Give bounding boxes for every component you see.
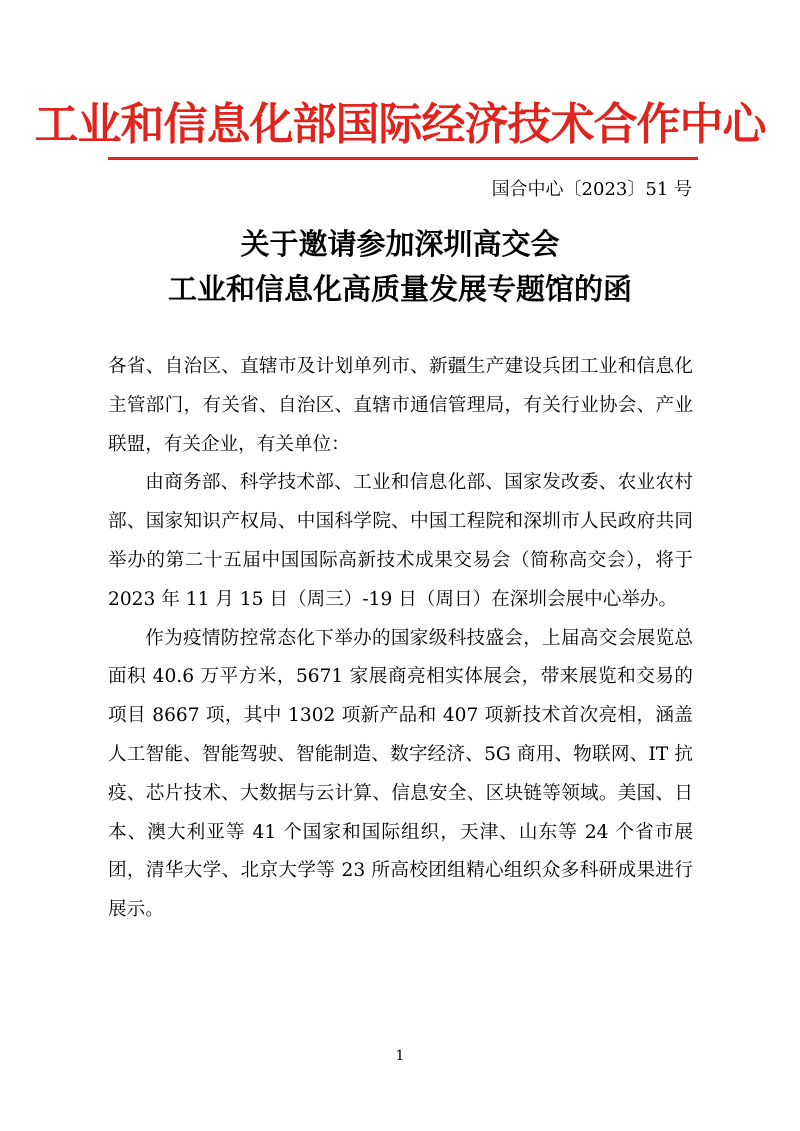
letterhead-divider	[108, 157, 698, 160]
letterhead-title: 工业和信息化部国际经济技术合作中心	[34, 99, 766, 150]
body-paragraph-1: 由商务部、科学技术部、工业和信息化部、国家发改委、农业农村部、国家知识产权局、中国科学院、中国工程院和深圳市人民政府共同举办的第二十五届中国国际高新技术成果交易会（简称高交会），将于 2023 年 11 月 15 日（周三）-19 日（周日）在深圳会展中心举办。	[108, 472, 693, 610]
document-body	[108, 348, 693, 930]
body-paragraph-2: 作为疫情防控常态化下举办的国家级科技盛会，上届高交会展览总面积 40.6 万平方米，5671 家展商亮相实体展会，带来展览和交易的项目 8667 项，其中 1302 项新产品和 407 项新技术首次亮相，涵盖人工智能、智能驾驶、智能制造、数字经济、5G 商用、物联网、IT 抗疫、芯片技术、大数据与云计算、信息安全、区块链等领域。美国、日本、澳大利亚等 41 个国家和国际组织，天津、山东等 24 个省市展团，清华大学、北京大学等 23 所高校团组精心组织众多科研成果进行展示。	[108, 627, 693, 921]
page-number: 1	[395, 1048, 405, 1064]
document-title-line1: 关于邀请参加深圳高交会	[240, 227, 560, 261]
addressee-paragraph: 各省、自治区、直辖市及计划单列市、新疆生产建设兵团工业和信息化主管部门，有关省、自治区、直辖市通信管理局，有关行业协会、产业联盟，有关企业，有关单位：	[108, 356, 693, 455]
document-title-line2: 工业和信息化高质量发展专题馆的函	[167, 272, 632, 306]
document-number: 国合中心〔2023〕51 号	[491, 179, 692, 200]
